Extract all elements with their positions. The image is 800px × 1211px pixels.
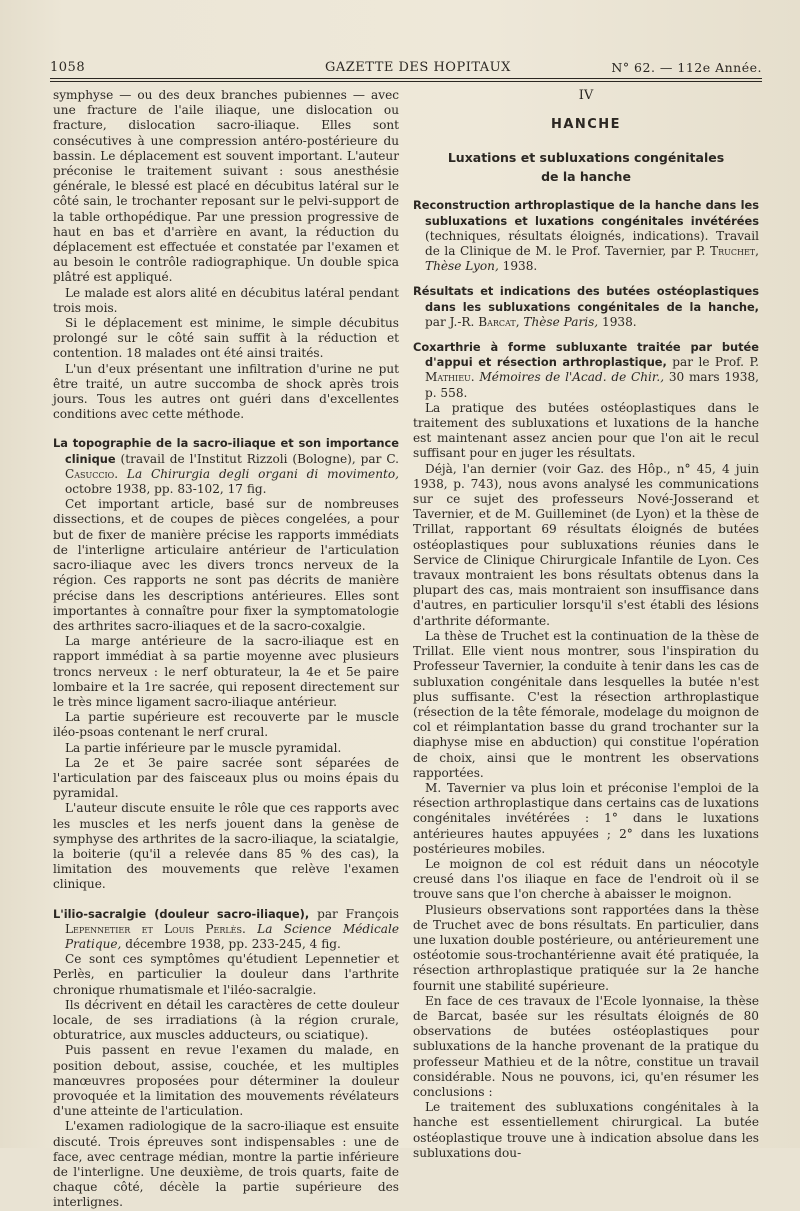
bibliographic-reference	[413, 340, 759, 401]
reference-source: Thèse Lyon,	[425, 259, 499, 274]
left-column	[53, 88, 399, 1211]
reference-date: 1938.	[602, 314, 637, 329]
bibliographic-reference	[413, 284, 759, 330]
reference-text: par le Prof.	[672, 355, 745, 370]
reference-title: Reconstruction arthroplastique de la hanche dans les subluxations et luxations congénitales invétérées	[413, 198, 759, 228]
bibliographic-reference	[413, 198, 759, 274]
paragraph: La marge antérieure de la sacro-iliaque est en rapport immédiat à sa partie moyenne avec plusieurs troncs nerveux : le nerf obturateur, la 4e et 5e paire lombaire et la 1re sacrée, qui reposent directement sur le très mince ligament sacro-iliaque antérieur.	[53, 634, 399, 709]
subsection-title	[413, 148, 759, 186]
bibliographic-reference	[53, 907, 399, 953]
reference-source: Thèse Paris,	[523, 314, 599, 329]
paragraph: L'examen radiologique de la sacro-iliaque est ensuite discuté. Trois épreuves sont indispensables : une de face, avec centrage médian, montre la partie inférieure de l'interligne. Une deuxième, de trois quarts, faite de chaque côté, décèle la partie supérieure des interlignes.	[53, 1119, 399, 1210]
header-rule-double	[50, 81, 762, 82]
paragraph: En face de ces travaux de l'Ecole lyonnaise, la thèse de Barcat, basée sur les résultats éloignés de 80 observations de butées ostéoplastiques pour subluxations de la hanche provenant de la pratique du professeur Mathieu et de la nôtre, constitue un travail considérable. Nous ne pouvons, ici, qu'en résumer les conclusions :	[413, 993, 759, 1099]
paragraph: Le moignon de col est réduit dans un néocotyle creusé dans l'os iliaque en face de l'endroit où il se trouve sans que l'on cherche à abaisser le moignon.	[413, 856, 759, 902]
reference-text: (travail de l'Institut Rizzoli (Bologne), par	[120, 451, 382, 466]
bibliographic-reference	[53, 436, 399, 497]
paragraph: Si le déplacement est minime, le simple décubitus prolongé sur le côté sain suffit à la réduction et contention. 18 malades ont été ainsi traités.	[53, 316, 399, 361]
paragraph: M. Tavernier va plus loin et préconise l'emploi de la résection arthroplastique dans certains cas de luxations congénitales invétérées : 1° dans le luxations antérieures hautes appuyées ; 2° dans les luxations postérieures mobiles.	[413, 780, 759, 856]
paragraph: Ce sont ces symptômes qu'étudient Lepennetier et Perlès, en particulier la douleur dans l'arthrite chronique rhumatismale et l'iléo-sacralgie.	[53, 952, 399, 997]
reference-title: La topographie de la sacro-iliaque et son importance clinique	[53, 436, 399, 466]
reference-date: 1938.	[502, 259, 538, 274]
section-title: HANCHE	[550, 117, 622, 133]
paragraph: Le malade est alors alité en décubitus latéral pendant trois mois.	[53, 285, 399, 315]
reference-source: Mémoires de l'Acad. de Chir.,	[479, 370, 665, 385]
paragraph: La thèse de Truchet est la continuation de la thèse de Trillat. Elle vient nous montrer, sous l'inspiration du Professeur Tavernier, la conduite à tenir dans les cas de subluxation congénitale dans lesquelles la butée n'est plus suffisante. C'est la résection arthroplastique (résection de la tête fémorale, modelage du moignon de col et réimplantation basse du grand trochanter sur la diaphyse mise en abduction) qui constitue l'opération de choix, ainsi que le montrent les observations rapportées.	[413, 628, 759, 780]
reference-author: P. Mathieu.	[425, 355, 759, 385]
subsection-title-line: de la hanche	[541, 169, 631, 185]
reference-date: octobre 1938, pp. 83-102, 17 fig.	[65, 482, 267, 497]
subsection-title-line: Luxations et subluxations congénitales	[447, 150, 725, 166]
paragraph: Déjà, l'an dernier (voir Gaz. des Hôp., n° 45, 4 juin 1938, p. 743), nous avons analysé les communications sur ce sujet des professeurs Nové-Josserand et Tavernier, et de M. Guilleminet (de Lyon) et la thèse de Trillat, rapportant 69 résultats éloignés de butées ostéoplastiques pour subluxations réunies dans le Service de Clinique Chirurgicale Infantile de Lyon. Ces travaux montraient les bons résultats obtenus dans la plupart des cas, mais montraient son insuffisance dans d'autres, en particulier lorsqu'il s'est établi des lésions d'arthrite déformante.	[413, 461, 759, 628]
paragraph: La 2e et 3e paire sacrée sont séparées de l'articulation par des faisceaux plus ou moins épais du pyramidal.	[53, 755, 399, 801]
reference-author: P. Truchet,	[696, 244, 759, 259]
reference-date: décembre 1938, pp. 233-245, 4 fig.	[125, 936, 341, 951]
reference-author: J.-R. Barcat,	[449, 314, 520, 329]
page-header	[50, 60, 762, 76]
section-number: IV	[578, 88, 594, 103]
paragraph: Le traitement des subluxations congénitales à la hanche est essentiellement chirurgical. La butée ostéoplastique trouve une à indication absolue dans les subluxations dou-	[413, 1100, 759, 1160]
reference-title: L'ilio-sacralgie (douleur sacro-iliaque),	[53, 906, 310, 921]
reference-title: Résultats et indications des butées ostéoplastiques dans les subluxations congénitales de la hanche,	[413, 284, 759, 314]
reference-date: 30 mars 1938, p. 558.	[425, 370, 759, 400]
paragraph: Cet important article, basé sur de nombreuses dissections, et de coupes de pièces congelées, a pour but de fixer de manière précise les rapports immédiats de l'interligne articulaire antérieur de l'articulation sacro-iliaque avec les divers troncs nerveux de la région. Ces rapports ne sont pas décrits de manière précise dans les descriptions antérieures. Elles sont importantes à connaître pour fixer la symptomatologie des arthrites sacro-iliaques et de la sacro-coxalgie.	[53, 497, 399, 633]
reference-source: La Science Médicale Pratique,	[65, 921, 399, 951]
paragraph: symphyse — ou des deux branches pubiennes — avec une fracture de l'aile iliaque, une dislocation ou fracture, dislocation sacro-iliaque. Elles sont consécutives à une compression antéro-postérieure du bassin. Le déplacement est souvent important. L'auteur préconise le traitement suivant : sous anesthésie générale, le blessé est placé en décubitus latéral sur le côté sain, le trochanter reposant sur le pelvi-support de la table orthopédique. Par une pression progressive de haut en bas et d'arrière en avant, la réduction du déplacement est effectuée et constatée par l'examen et au besoin le contrôle radiographique. Un double spica plâtré est appliqué.	[53, 88, 399, 285]
right-column	[413, 88, 759, 1161]
paragraph: Ils décrivent en détail les caractères de cette douleur locale, de ses irradiations (à la région crurale, obturatrice, aux muscles adducteurs, ou sciatique).	[53, 997, 399, 1043]
reference-author: Lepennetier et Louis Perlès.	[65, 921, 246, 936]
paragraph: La partie inférieure par le muscle pyramidal.	[65, 740, 342, 755]
reference-title: Coxarthrie à forme subluxante traitée par butée d'appui et résection arthroplastique,	[413, 340, 759, 370]
journal-title: GAZETTE DES HOPITAUX	[325, 60, 511, 75]
paragraph: L'auteur discute ensuite le rôle que ces rapports avec les muscles et les nerfs jouent dans la genèse de symphyse des arthrites de la sacro-iliaque, la sciatalgie, la boiterie (qu'il a relevée dans 85 % des cas), la limitation des mouvements que relève l'examen clinique.	[53, 801, 399, 892]
paragraph: Puis passent en revue l'examen du malade, en position debout, assise, couchée, et les multiples manœuvres proposées pour déterminer la douleur provoquée et la limitation des mouvements révélateurs d'une atteinte de l'articulation.	[53, 1043, 399, 1119]
header-rule	[50, 78, 762, 79]
page-number: 1058	[50, 60, 86, 75]
paragraph: L'un d'eux présentant une infiltration d'urine ne put être traité, un autre succomba de shock après trois jours. Tous les autres ont guéri dans d'excellentes conditions avec cette méthode.	[53, 361, 399, 422]
reference-text: (techniques, résultats éloignés, indications). Travail de la Clinique de M. le Prof. Tavernier, par	[425, 228, 759, 259]
reference-text: par François	[317, 906, 399, 921]
issue-info: N° 62. — 112e Année.	[611, 60, 762, 75]
reference-source: La Chirurgia degli organi di movimento,	[126, 466, 399, 481]
paragraph: Plusieurs observations sont rapportées dans la thèse de Truchet avec de bons résultats. En particulier, dans une luxation double postérieure, ou antérieurement une ostéotomie sous-trochantérienne avait été pratiquée, la résection arthroplastique pratiquée sur la 2e hanche fournit une stabilité supérieure.	[413, 902, 759, 993]
reference-text: par	[425, 314, 446, 329]
paragraph: La pratique des butées ostéoplastiques dans le traitement des subluxations et luxations de la hanche est maintenant assez ancien pour que l'on ait le recul suffisant pour en juger les résultats.	[413, 400, 759, 461]
paragraph: La partie supérieure est recouverte par le muscle iléo-psoas contenant le nerf crural.	[53, 710, 399, 740]
reference-author: C. Casuccio.	[65, 451, 399, 481]
